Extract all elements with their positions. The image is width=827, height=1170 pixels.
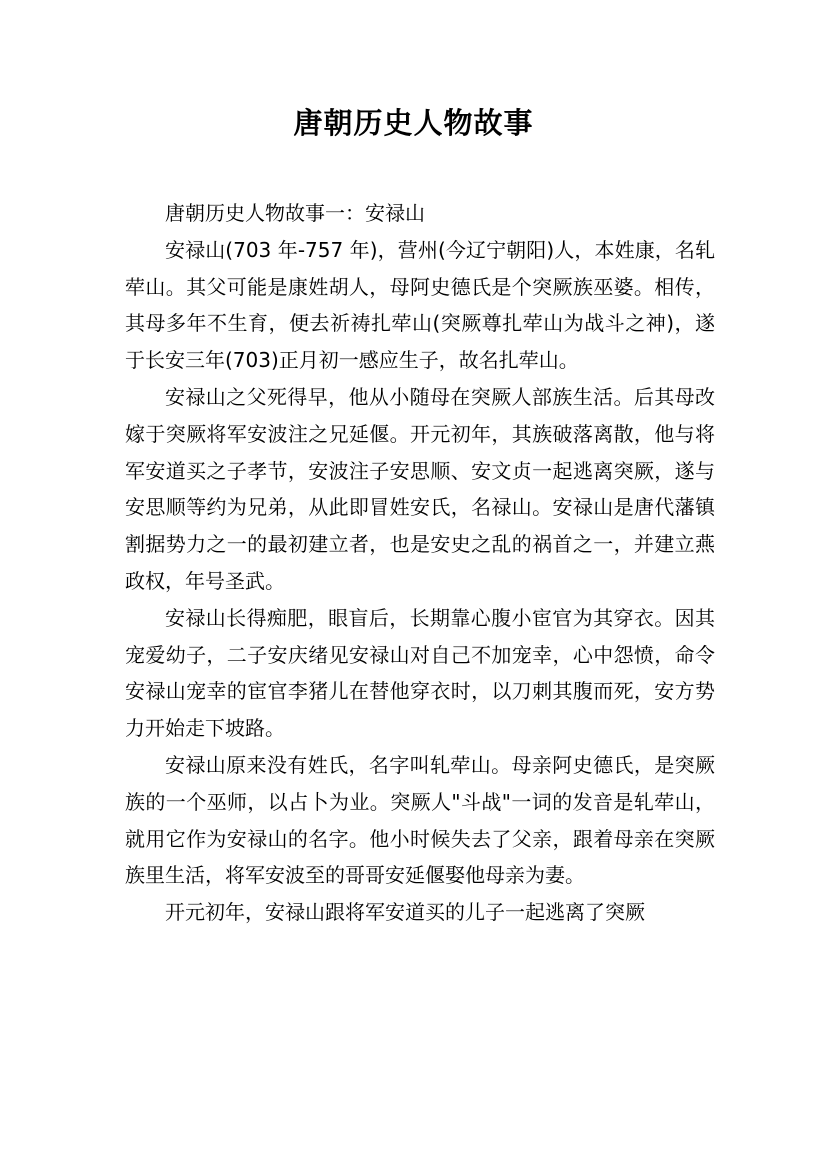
section-heading: 唐朝历史人物故事一：安禄山 (165, 201, 425, 225)
paragraph: 安禄山长得痴肥，眼盲后，长期靠心腹小宦官为其穿衣。因其宠爱幼子，二子安庆绪见安禄山对自己不加宠幸，心中怨愤，命令安禄山宠幸的宦官李猪儿在替他穿衣时，以刀刺其腹而死，安方势力开始走下坡路。 (125, 605, 715, 741)
paragraph: 安禄山原来没有姓氏，名字叫轧荦山。母亲阿史德氏，是突厥族的一个巫师，以占卜为业。突厥人"斗战"一词的发音是轧荦山，就用它作为安禄山的名字。他小时候失去了父亲，跟着母亲在突厥族里生活，将军安波至的哥哥安延偃娶他母亲为妻。 (125, 752, 715, 888)
document-body (125, 195, 715, 931)
document-title: 唐朝历史人物故事 (293, 106, 534, 140)
paragraph: 安禄山之父死得早，他从小随母在突厥人部族生活。后其母改嫁于突厥将军安波注之兄延偃。开元初年，其族破落离散，他与将军安道买之子孝节，安波注子安思顺、安文贞一起逃离突厥，遂与安思顺等约为兄弟，从此即冒姓安氏，名禄山。安禄山是唐代藩镇割据势力之一的最初建立者，也是安史之乱的祸首之一，并建立燕政权，年号圣武。 (125, 384, 715, 593)
paragraph: 安禄山(703 年-757 年)，营州(今辽宁朝阳)人，本姓康，名轧荦山。其父可能是康姓胡人，母阿史德氏是个突厥族巫婆。相传，其母多年不生育，便去祈祷扎荦山(突厥尊扎荦山为战斗之神)，遂于长安三年(703)正月初一感应生子，故名扎荦山。 (125, 237, 715, 373)
paragraph: 开元初年，安禄山跟将军安道买的儿子一起逃离了突厥 (165, 900, 645, 925)
